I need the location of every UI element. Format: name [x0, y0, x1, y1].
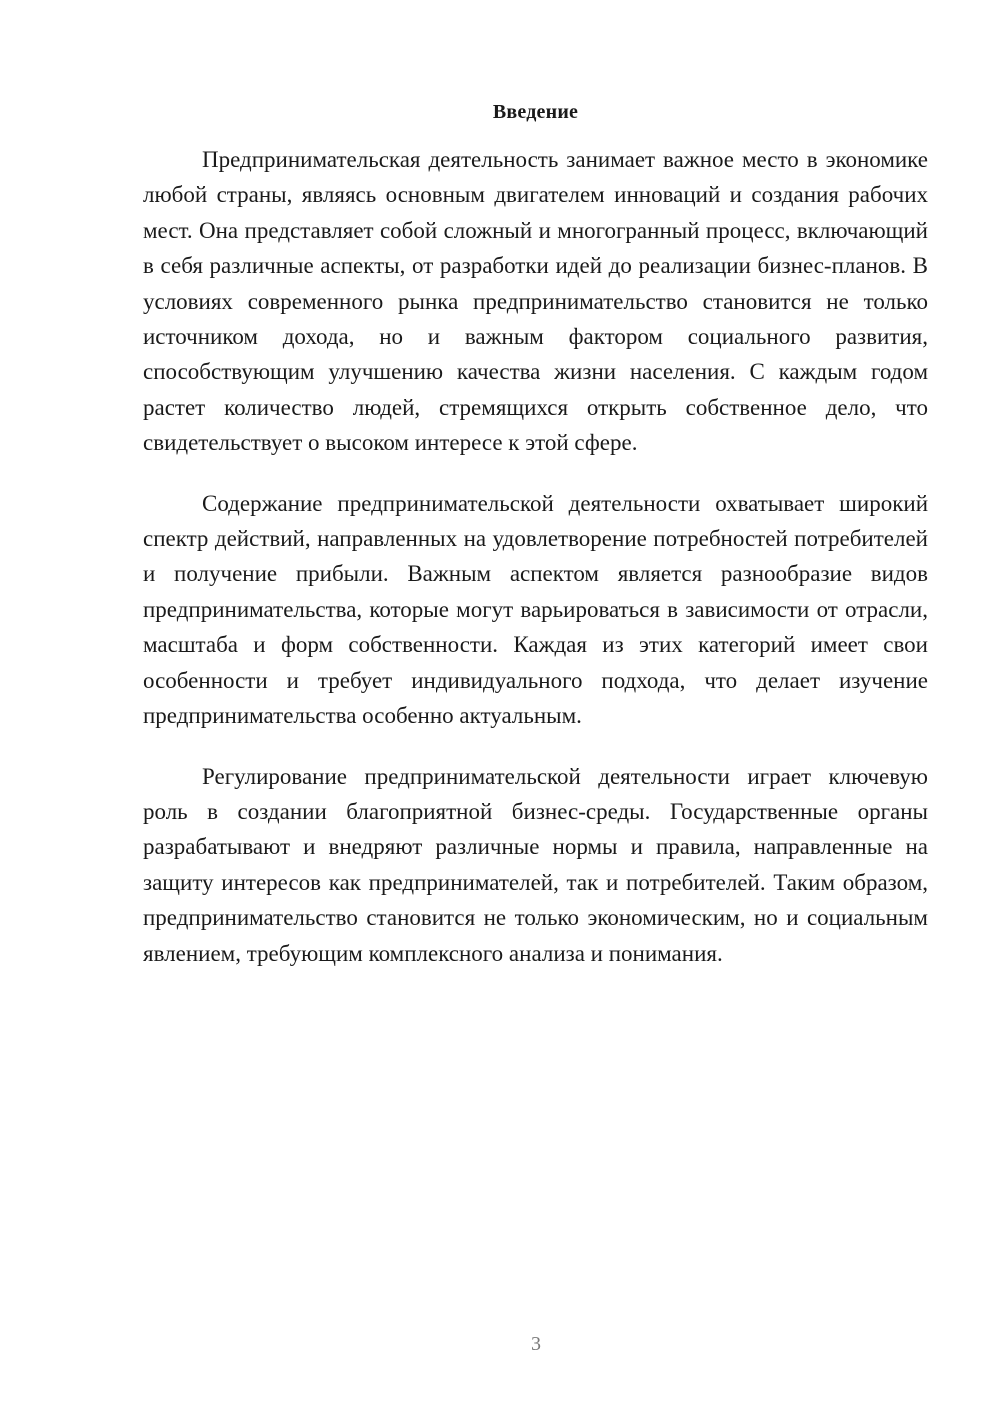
paragraph-3: Регулирование предпринимательской деятельности играет ключевую роль в создании благоприятной бизнес-среды. Государственные органы разрабатывают и внедряют различные нормы и правила, направленные на защиту интересов как предпринимателей, так и потребителей. Таким образом, предпринимательство становится не только экономическим, но и социальным явлением, требующим комплексного анализа и понимания.	[143, 763, 928, 966]
page-number: 3	[531, 1333, 541, 1355]
page-title: Введение	[492, 101, 579, 123]
paragraph-2: Содержание предпринимательской деятельности охватывает широкий спектр действий, направленных на удовлетворение потребностей потребителей и получение прибыли. Важным аспектом является разнообразие видов предпринимательства, которые могут варьироваться в зависимости от отрасли, масштаба и форм собственности. Каждая из этих категорий имеет свои особенности и требует индивидуального подхода, что делает изучение предпринимательства особенно актуальным.	[143, 490, 928, 729]
paragraph-1: Предпринимательская деятельность занимает важное место в экономике любой страны, являясь основным двигателем инноваций и создания рабочих мест. Она представляет собой сложный и многогранный процесс, включающий в себя различные аспекты, от разработки идей до реализации бизнес-планов. В условиях современного рынка предпринимательство становится не только источником дохода, но и важным фактором социального развития, способствующим улучшению качества жизни населения. С каждым годом растет количество людей, стремящихся открыть собственное дело, что свидетельствует о высоком интересе к этой сфере.	[143, 147, 928, 456]
document-body	[143, 142, 928, 996]
